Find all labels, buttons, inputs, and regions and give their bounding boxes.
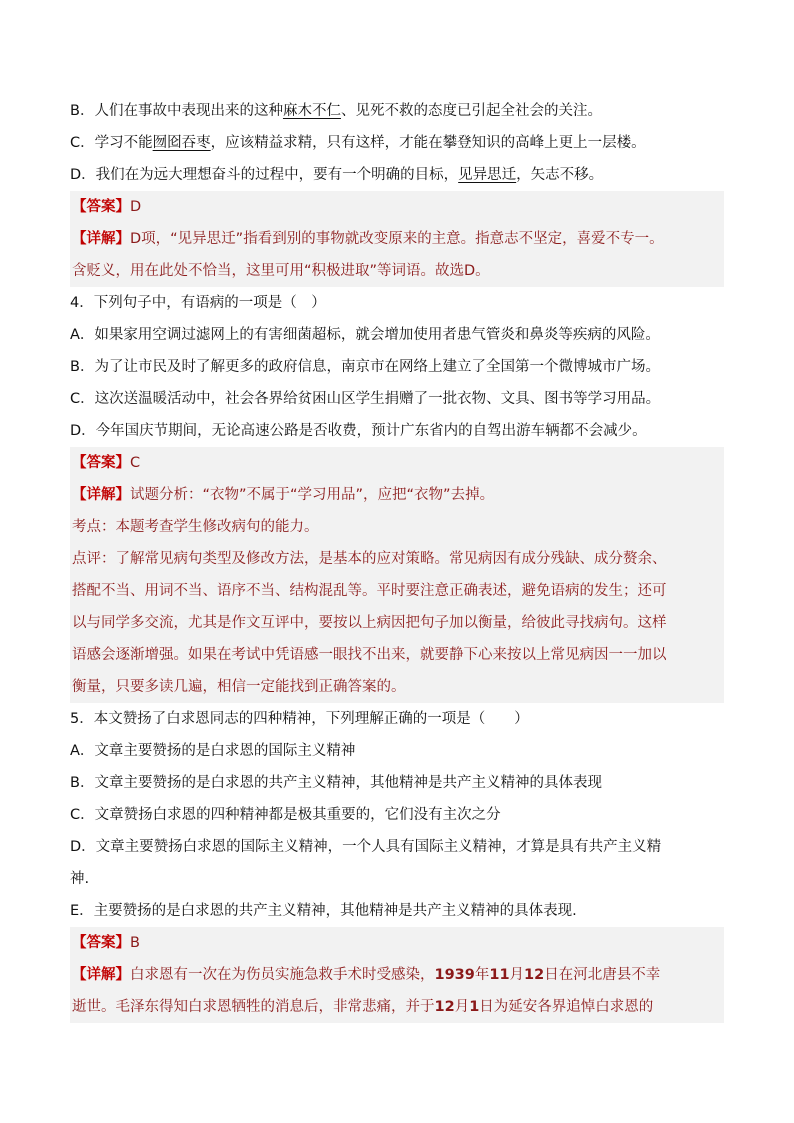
q4-option-b: B．为了让市民及时了解更多的政府信息，南京市在网络上建立了全国第一个微博城市广场。 — [70, 359, 660, 375]
q3-option-c: C．学习不能囫囵吞枣，应该精益求精，只有这样，才能在攀登知识的高峰上更上一层楼。 — [70, 135, 646, 151]
q4-option-c: C．这次送温暖活动中，社会各界给贫困山区学生捐赠了一批衣物、文具、图书等学习用品。 — [70, 391, 661, 407]
underlined-idiom: 囫囵吞枣 — [152, 135, 211, 151]
q5-option-e: E．主要赞扬的是白求恩的共产主义精神，其他精神是共产主义精神的具体表现. — [70, 903, 577, 919]
q4-option-d: D．今年国庆节期间，无论高速公路是否收费，预计广东省内的自驾出游车辆都不会减少。 — [70, 423, 647, 439]
q4-comment-line-1: 点评：了解常见病句类型及修改方法，是基本的应对策略。常见病因有成分残缺、成分赘余、 — [72, 551, 667, 567]
q5-option-d-line-1: D．文章主要赞扬白求恩的国际主义精神，一个人具有国际主义精神，才算是具有共产主义精 — [70, 839, 662, 855]
q4-point: 考点：本题考查学生修改病句的能力。 — [72, 519, 319, 535]
q4-option-a: A．如果家用空调过滤网上的有害细菌超标，就会增加使用者患气管炎和鼻炎等疾病的风险。 — [70, 327, 660, 343]
q5-option-a: A．文章主要赞扬的是白求恩的国际主义精神 — [70, 743, 356, 759]
q5-option-c: C．文章赞扬白求恩的四种精神都是极其重要的，它们没有主次之分 — [70, 807, 501, 823]
q3-option-b: B．人们在事故中表现出来的这种麻木不仁、见死不救的态度已引起全社会的关注。 — [70, 103, 602, 119]
q4-comment-line-3: 以与同学多交流，尤其是作文互评中，要按以上病因把句子加以衡量，给彼此寻找病句。这样 — [72, 615, 667, 631]
q3-detail-line-1: 【详解】D项，“见异思迁”指看到别的事物就改变原来的主意。指意志不坚定，喜爱不专一。 — [72, 231, 664, 247]
q5-option-d-line-2: 神. — [70, 871, 90, 887]
q5-detail-line-2: 逝世。毛泽东得知白求恩牺牲的消息后，非常悲痛，并于12月1日为延安各界追悼白求恩的 — [72, 999, 654, 1015]
underlined-idiom: 麻木不仁 — [282, 103, 341, 119]
q5-answer-block — [70, 927, 724, 1023]
q5-question: 5．本文赞扬了白求恩同志的四种精神，下列理解正确的一项是（ ） — [70, 711, 529, 727]
q4-comment-line-4: 语感会逐渐增强。如果在考试中凭语感一眼找不出来，就要静下心来按以上常见病因一一加以 — [72, 647, 667, 663]
q3-detail-line-2: 含贬义，用在此处不恰当，这里可用“积极进取”等词语。故选D。 — [72, 263, 490, 279]
q5-detail-line-1: 【详解】白求恩有一次在为伤员实施急救手术时受感染，1939年11月12日在河北唐县不幸 — [72, 967, 661, 983]
q5-option-b: B．文章主要赞扬的是白求恩的共产主义精神，其他精神是共产主义精神的具体表现 — [70, 775, 602, 791]
q3-answer: 【答案】D — [72, 199, 142, 215]
q4-question: 4．下列句子中，有语病的一项是（ ） — [70, 295, 326, 311]
underlined-idiom: 见异思迁 — [458, 167, 517, 183]
q3-answer-block — [70, 191, 724, 287]
document-content — [70, 95, 724, 1023]
q4-comment-line-5: 衡量，只要多读几遍，相信一定能找到正确答案的。 — [72, 679, 406, 695]
q3-option-d: D．我们在为远大理想奋斗的过程中，要有一个明确的目标，见异思迁，矢志不移。 — [70, 167, 604, 183]
q4-answer-block — [70, 447, 724, 703]
q4-detail-line-1: 【详解】试题分析：“衣物”不属于“学习用品”，应把“衣物”去掉。 — [72, 487, 495, 503]
q4-comment-line-2: 搭配不当、用词不当、语序不当、结构混乱等。平时要注意正确表述，避免语病的发生；还可 — [72, 583, 667, 599]
q5-answer: 【答案】B — [72, 935, 140, 951]
q4-answer: 【答案】C — [72, 455, 141, 471]
